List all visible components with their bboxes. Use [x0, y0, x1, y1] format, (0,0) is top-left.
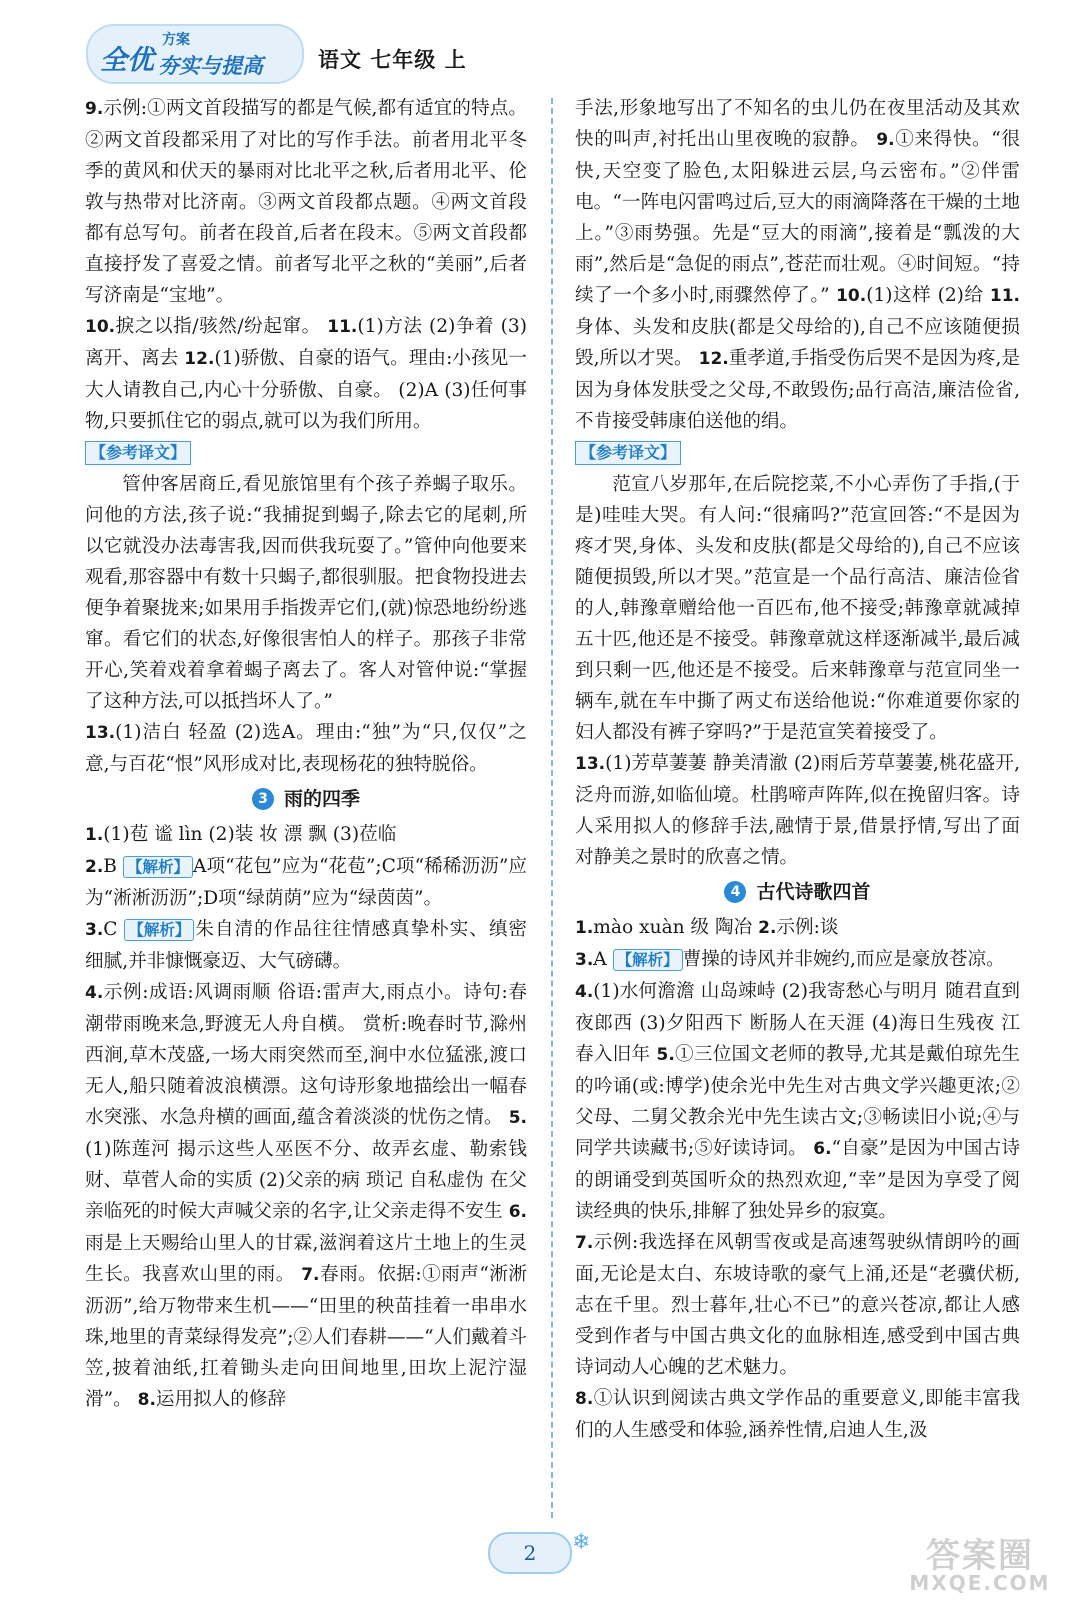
answer-13: 13.(1)洁白 轻盈 (2)选A。理由:“独”为“只,仅仅”之意,与百花“恨”风形成对比,表现杨花的独特脱俗。 — [85, 722, 527, 775]
watermark — [900, 1528, 1060, 1595]
answer-2: 2.B 【解析】 A项“花包”应为“花苞”;C项“稀稀沥沥”应为“淅淅沥沥”;D项“绿荫荫”应为“绿茵茵”。 — [85, 856, 527, 909]
right-column — [575, 93, 1020, 1446]
section-number-badge: 3 — [252, 788, 274, 810]
section-heading: 4 古代诗歌四首 — [575, 877, 1020, 908]
brand-logo — [86, 24, 304, 84]
answer-8: 8.①认识到阅读古典文学作品的重要意义,即能丰富我们的人生感受和体验,涵养性情,启迪人生,汲 — [575, 1388, 1020, 1441]
snowflake-icon: ❄ — [572, 1530, 591, 1555]
logo-top: 方案 — [162, 32, 190, 48]
page-number: 2 — [488, 1532, 572, 1574]
answer-4-8: 4.示例:成语:风调雨顺 俗语:雷声大,雨点小。诗句:春潮带雨晚来急,野渡无人舟自横。 赏析:晚春时节,滁州西涧,草木茂盛,一场大雨突然而至,涧中水位猛涨,渡口无人,船只随着波浪横漂。这句诗形象地描绘出一幅春水突涨、水急舟横的画面,蕴含着淡淡的忧伤之情。 5.(1)陈莲河 揭示这些人巫医不分、故弄玄虚、勒索钱财、草菅人命的实质 (2)父亲的病 琐记 自私虚伪 在父亲临死的时候大声喊父亲的名字,让父亲走得不安生 6.雨是上天赐给山里人的甘霖,滋润着这片土地上的生灵生长。我喜欢山里的雨。 7.春雨。依据:①雨声“淅淅沥沥”,给万物带来生机——“田里的秧苗挂着一串串水珠,地里的青菜绿得发亮”;②人们春耕——“人们戴着斗笠,披着油纸,扛着锄头走向田间地里,田坎上泥泞湿滑”。 8.运用拟人的修辞 — [85, 982, 527, 1410]
analysis-tag: 【解析】 — [123, 856, 193, 878]
translation-paragraph: 范宣八岁那年,在后院挖菜,不小心弄伤了手指,(于是)哇哇大哭。有人问:“很痛吗?”范宣回答:“不是因为疼才哭,身体、头发和皮肤(都是父母给的),自己不应该随便损毁,所以才哭。”范宣是一个品行高洁、廉洁俭省的人,韩豫章赠给他一百匹布,他不接受;韩豫章就减掉五十匹,他还是不接受。韩豫章就这样逐渐减半,最后减到只剩一匹,他还是不接受。后来韩豫章与范宣同坐一辆车,就在车中撕了两丈布送给他说:“你难道要你家的妇人都没有裤子穿吗?”于是范宣笑着接受了。 — [575, 474, 1020, 743]
answer-4-6: 4.(1)水何澹澹 山岛竦峙 (2)我寄愁心与明月 随君直到夜郎西 (3)夕阳西下 断肠人在天涯 (4)海日生残夜 江春入旧年 5.①三位国文老师的教导,尤其是戴伯琼先生的吟诵(或:博学)使余光中先生对古典文学兴趣更浓;②父母、二舅父教余光中先生读古文;③畅读旧小说;④与同学共读藏书;⑤好读诗词。 6.“自豪”是因为中国古诗的朗诵受到英国听众的热烈欢迎,“幸”是因为享受了阅读经典的快乐,排解了独处异乡的寂寞。 — [575, 981, 1020, 1222]
column-divider — [551, 98, 553, 1518]
page-header — [78, 22, 1018, 84]
analysis-tag: 【解析】 — [613, 949, 683, 971]
answer-1-2: 1.mào xuàn 级 陶冶 2.示例:谈 — [575, 917, 839, 938]
answer-13: 13.(1)芳草萋萋 静美清澈 (2)雨后芳草萋萋,桃花盛开,泛舟而游,如临仙境。杜鹃啼声阵阵,似在挽留归客。诗人采用拟人的修辞手法,融情于景,借景抒情,写出了面对静美之景时的欣喜之情。 — [575, 753, 1020, 868]
answer-9: 9.示例:①两文首段描写的都是气候,都有适宜的特点。②两文首段都采用了对比的写作手法。前者用北平冬季的黄风和伏天的暴雨对比北平之秋,后者用北平、伦敦与热带对比济南。③两文首段都点题。④两文首段都有总写句。前者在段首,后者在段末。⑤两文首段都直接抒发了喜爱之情。前者写北平之秋的“美丽”,后者写济南是“宝地”。 — [85, 98, 527, 306]
reference-translation-tag: 【参考译文】 — [575, 441, 681, 465]
page-footer — [470, 1528, 610, 1578]
section-number-badge: 4 — [724, 881, 746, 903]
watermark-text: 答案圈 — [926, 1536, 1034, 1576]
translation-paragraph: 管仲客居商丘,看见旅馆里有个孩子养蝎子取乐。问他的方法,孩子说:“我捕捉到蝎子,除去它的尾刺,所以它就没办法毒害我,因而供我玩耍了。”管仲向他要来观看,那容器中有数十只蝎子,都很驯服。把食物投进去便争着聚拢来;如果用手指拨弄它们,(就)惊恐地纷纷逃窜。看它们的状态,好像很害怕人的样子。那孩子非常开心,笑着戏着拿着蝎子离去了。客人对管仲说:“掌握了这种方法,可以抵挡坏人了。” — [85, 474, 527, 712]
reference-translation-tag: 【参考译文】 — [85, 441, 191, 465]
left-column — [85, 93, 527, 1416]
section-heading: 3 雨的四季 — [85, 784, 527, 815]
answer-1: 1.(1)苞 谧 lìn (2)装 妆 漂 飘 (3)莅临 — [85, 824, 397, 845]
logo-bottom: 夯实与提高 — [158, 54, 263, 78]
watermark-url: MXQE.COM — [909, 1571, 1051, 1595]
subject-title: 语文 七年级 上 — [318, 48, 467, 72]
answer-7: 7.示例:我选择在风朝雪夜或是高速驾驶纵情朗吟的画面,无论是太白、东坡诗歌的豪气上涌,还是“老骥伏枥,志在千里。烈士暮年,壮心不已”的意兴苍凉,都让人感受到作者与中国古典文化的血脉相连,感受到中国古典诗词动人心魄的艺术魅力。 — [575, 1232, 1020, 1378]
logo-main: 全优 — [100, 45, 154, 76]
answer-3: 3.A 【解析】 曹操的诗风并非婉约,而应是豪放苍凉。 — [575, 949, 1005, 970]
answer-3: 3.C 【解析】 朱自清的作品往往情感真挚朴实、缜密细腻,并非慷慨豪迈、大气磅礴。 — [85, 919, 527, 972]
analysis-tag: 【解析】 — [124, 919, 194, 941]
answer-10-12: 10.捩之以指/骇然/纷起窜。 11.(1)方法 (2)争着 (3)离开、离去 12.(1)骄傲、自豪的语气。理由:小孩见一大人请教自己,内心十分骄傲、自豪。 (2)A (3)任何事物,只要抓住它的弱点,就可以为我们所用。 — [85, 316, 527, 432]
answer-8-continued: 手法,形象地写出了不知名的虫儿仍在夜里活动及其欢快的叫声,衬托出山里夜晚的寂静。 9.①来得快。“很快,天空变了脸色,太阳躲进云层,乌云密布。”②伴雷电。“一阵电闪雷鸣过后,豆大的雨滴降落在干燥的土地上。”③雨势强。先是“豆大的雨滴”,接着是“瓢泼的大雨”,然后是“急促的雨点”,苍茫而壮观。④时间短。“持续了一个多小时,雨骤然停了。” 10.(1)这样 (2)给 11.身体、头发和皮肤(都是父母给的),自己不应该随便损毁,所以才哭。 12.重孝道,手指受伤后哭不是因为疼,是因为身体发肤受之父母,不敢毁伤;品行高洁,廉洁俭省,不肯接受韩康伯送他的绢。 — [575, 98, 1021, 432]
